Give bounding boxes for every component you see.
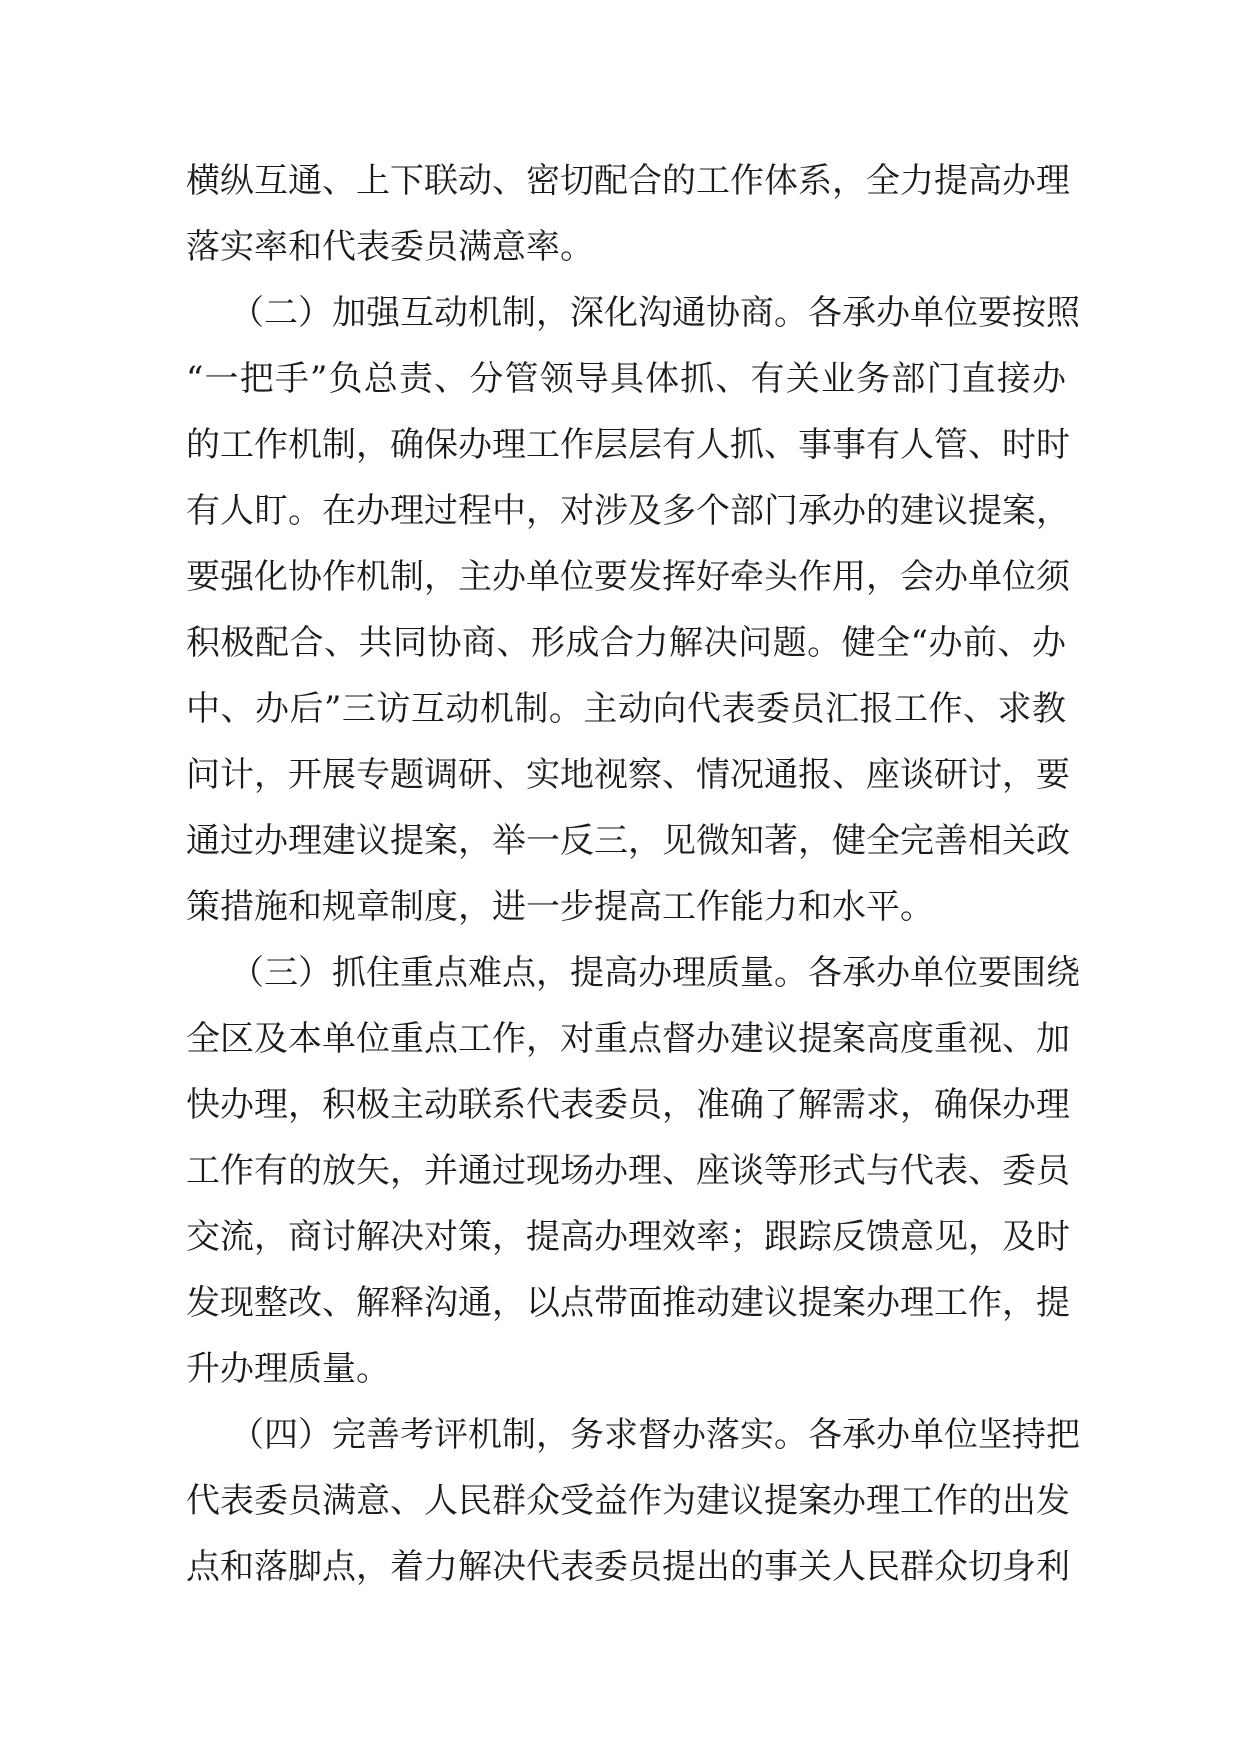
text-line: 通过办理建议提案，举一反三，见微知著，健全完善相关政 <box>186 821 1070 861</box>
text-line: “一把手”负总责、分管领导具体抓、有关业务部门直接办 <box>186 359 1066 399</box>
text-line: 点和落脚点，着力解决代表委员提出的事关人民群众切身利 <box>186 1547 1070 1587</box>
text-line: 落实率和代表委员满意率。 <box>186 227 594 267</box>
text-line: 有人盯。在办理过程中，对涉及多个部门承办的建议提案， <box>186 491 1070 531</box>
text-line: 横纵互通、上下联动、密切配合的工作体系，全力提高办理 <box>186 161 1070 201</box>
text-line: 工作有的放矢，并通过现场办理、座谈等形式与代表、委员 <box>186 1151 1070 1191</box>
text-line: 全区及本单位重点工作，对重点督办建议提案高度重视、加 <box>186 1019 1070 1059</box>
text-line: 升办理质量。 <box>186 1349 390 1389</box>
text-line: （四）完善考评机制，务求督办落实。各承办单位坚持把 <box>230 1415 1080 1455</box>
document-body <box>186 148 1080 1600</box>
text-line: 策措施和规章制度，进一步提高工作能力和水平。 <box>186 887 934 927</box>
text-line: 要强化协作机制，主办单位要发挥好牵头作用，会办单位须 <box>186 557 1070 597</box>
text-line: 快办理，积极主动联系代表委员，准确了解需求，确保办理 <box>186 1085 1070 1125</box>
text-line: 的工作机制，确保办理工作层层有人抓、事事有人管、时时 <box>186 425 1070 465</box>
text-line: 代表委员满意、人民群众受益作为建议提案办理工作的出发 <box>186 1481 1070 1521</box>
text-line: （二）加强互动机制，深化沟通协商。各承办单位要按照 <box>230 293 1080 333</box>
text-line: 中、办后”三访互动机制。主动向代表委员汇报工作、求教 <box>186 689 1066 729</box>
text-line: 积极配合、共同协商、形成合力解决问题。健全“办前、办 <box>186 623 1066 663</box>
text-line: （三）抓住重点难点，提高办理质量。各承办单位要围绕 <box>230 953 1080 993</box>
text-line: 问计，开展专题调研、实地视察、情况通报、座谈研讨，要 <box>186 755 1070 795</box>
text-line: 交流，商讨解决对策，提高办理效率；跟踪反馈意见，及时 <box>186 1217 1070 1257</box>
text-line: 发现整改、解释沟通，以点带面推动建议提案办理工作，提 <box>186 1283 1070 1323</box>
